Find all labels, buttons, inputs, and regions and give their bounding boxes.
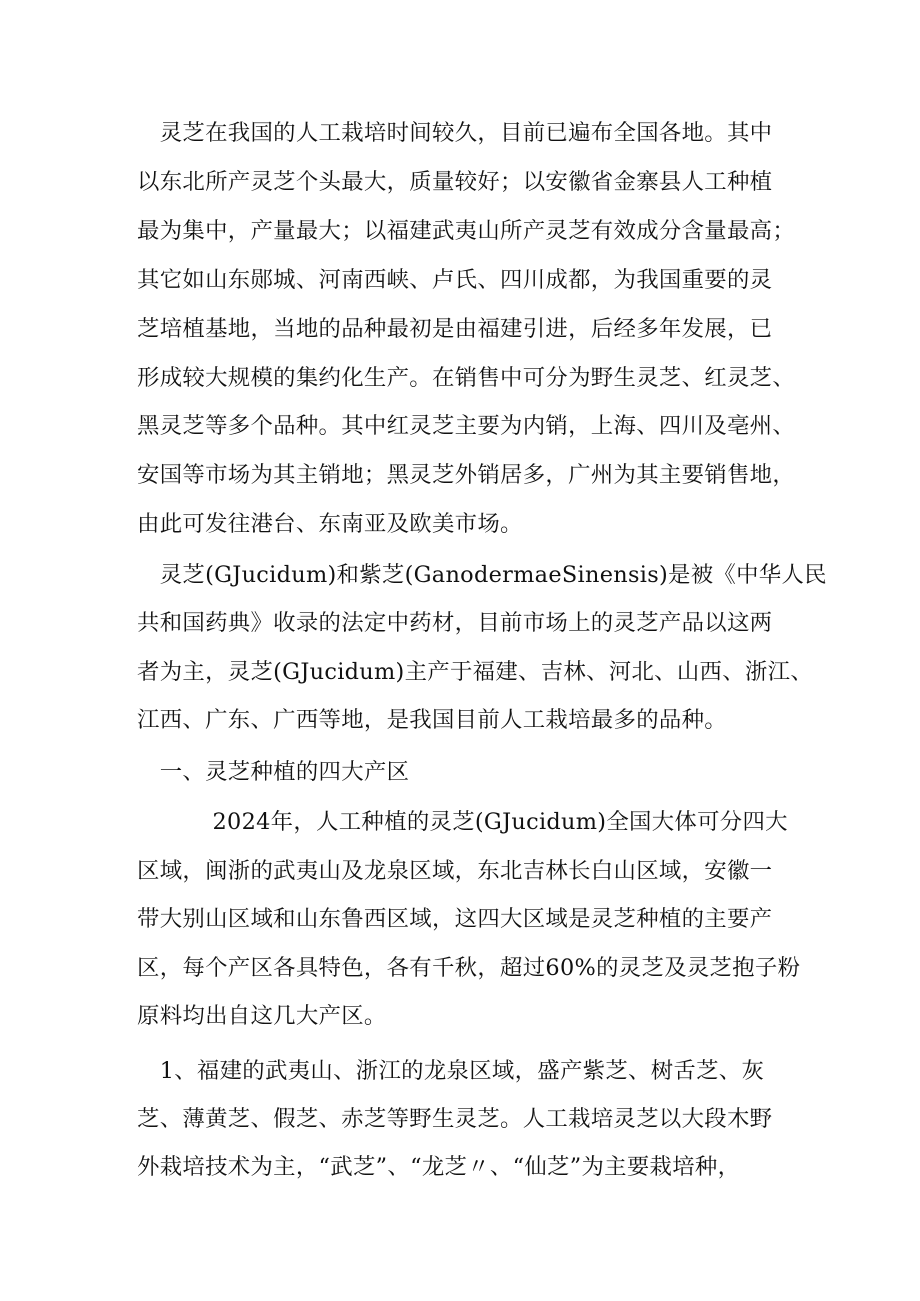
text-line: 带大别山区域和山东鲁西区域，这四大区域是灵芝种植的主要产 bbox=[137, 906, 773, 932]
text-line: 1、福建的武夷山、浙江的龙泉区域，盛产紫芝、树舌芝、灰 bbox=[137, 1058, 765, 1084]
text-line: 2024年，人工种植的灵芝(GJucidum)全国大体可分四大 bbox=[137, 809, 788, 835]
text-line: 由此可发往港台、东南亚及欧美市场。 bbox=[137, 511, 523, 537]
text-line: 原料均出自这几大产区。 bbox=[137, 1003, 387, 1029]
text-line: 区域，闽浙的武夷山及龙泉区域，东北吉林长白山区域，安徽一 bbox=[137, 858, 773, 884]
text-line: 芝、薄黄芝、假芝、赤芝等野生灵芝。人工栽培灵芝以大段木野 bbox=[137, 1106, 773, 1132]
text-line: 黑灵芝等多个品种。其中红灵芝主要为内销，上海、四川及亳州、 bbox=[137, 413, 796, 439]
text-line: 形成较大规模的集约化生产。在销售中可分为野生灵芝、红灵芝、 bbox=[137, 365, 796, 391]
text-line: 灵芝(GJucidum)和紫芝(GanodermaeSinensis)是被《中华人民 bbox=[137, 562, 827, 588]
text-line: 安国等市场为其主销地；黑灵芝外销居多，广州为其主要销售地， bbox=[137, 462, 796, 488]
text-line: 以东北所产灵芝个头最大，质量较好；以安徽省金寨县人工种植 bbox=[137, 169, 773, 195]
text-line: 江西、广东、广西等地，是我国目前人工栽培最多的品种。 bbox=[137, 707, 727, 733]
heading-line: 一、灵芝种植的四大产区 bbox=[137, 759, 410, 785]
text-line: 芝培植基地，当地的品种最初是由福建引进，后经多年发展，已 bbox=[137, 316, 773, 342]
text-line: 其它如山东郧城、河南西峡、卢氏、四川成都，为我国重要的灵 bbox=[137, 267, 773, 293]
text-line: 区，每个产区各具特色，各有千秋，超过60%的灵芝及灵芝抱子粉 bbox=[137, 955, 801, 981]
text-line: 外栽培技术为主，“武芝”、“龙芝〃、“仙芝”为主要栽培种， bbox=[137, 1154, 741, 1180]
text-line: 最为集中，产量最大；以福建武夷山所产灵芝有效成分含量最高； bbox=[137, 218, 796, 244]
text-line: 灵芝在我国的人工栽培时间较久，目前已遍布全国各地。其中 bbox=[137, 120, 773, 146]
text-line: 者为主，灵芝(GJucidum)主产于福建、吉林、河北、山西、浙江、 bbox=[137, 659, 814, 685]
text-line: 共和国药典》收录的法定中药材，目前市场上的灵芝产品以这两 bbox=[137, 610, 773, 636]
